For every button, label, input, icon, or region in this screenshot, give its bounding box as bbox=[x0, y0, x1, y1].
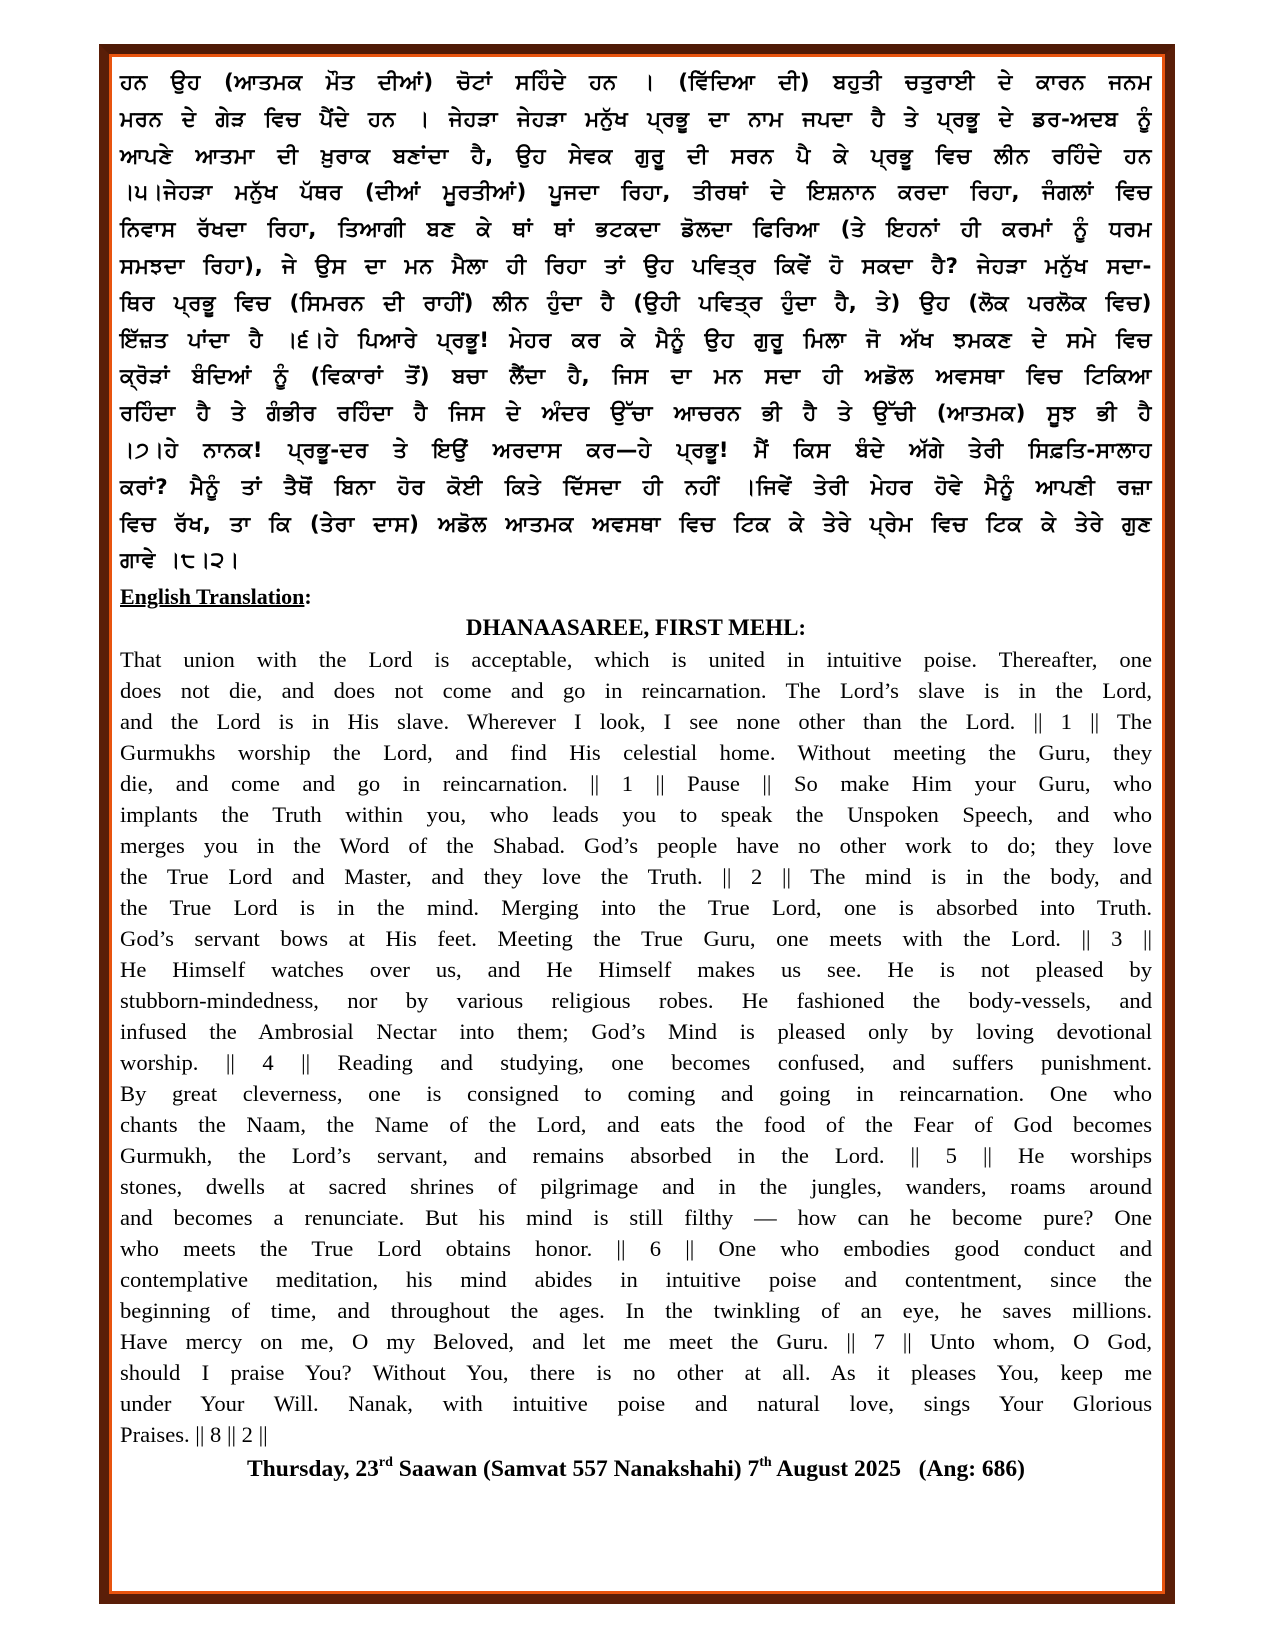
english-line: Have mercy on me, O my Beloved, and let me meet the Guru. || 7 || Unto whom, O God, bbox=[120, 1329, 1152, 1355]
footer-year: August 2025 bbox=[771, 1456, 901, 1483]
page-border-frame bbox=[99, 44, 1175, 1604]
english-line: stubborn-mindedness, nor by various religious robes. He fashioned the body-vessels, and bbox=[120, 988, 1152, 1014]
english-line: worship. || 4 || Reading and studying, one becomes confused, and suffers punishment. bbox=[120, 1050, 1152, 1076]
english-line: and the Lord is in His slave. Wherever I look, I see none other than the Lord. || 1 || The bbox=[120, 709, 1152, 735]
footer-date-suffix: th bbox=[759, 1455, 772, 1471]
gurmukhi-line: ਗਾਵੇ ।੮।੨। bbox=[120, 548, 240, 574]
gurmukhi-line: ਥਿਰ ਪ੍ਰਭੂ ਵਿਚ (ਸਿਮਰਨ ਦੀ ਰਾਹੀਂ) ਲੀਨ ਹੁੰਦਾ ਹੈ (ਉਹੀ ਪਵਿਤ੍ਰ ਹੁੰਦਾ ਹੈ, ਤੇ) ਉਹ (ਲੋਕ ਪਰਲੋਕ ਵਿਚ) bbox=[120, 290, 1152, 316]
english-line: By great cleverness, one is consigned to coming and going in reincarnation. One who bbox=[120, 1081, 1152, 1107]
english-line: die, and come and go in reincarnation. || 1 || Pause || So make Him your Guru, who bbox=[120, 771, 1152, 797]
english-line: stones, dwells at sacred shrines of pilgrimage and in the jungles, wanders, roams around bbox=[120, 1174, 1152, 1200]
english-line: and becomes a renunciate. But his mind is still filthy — how can he become pure? One bbox=[120, 1205, 1152, 1231]
date-footer bbox=[120, 1452, 1152, 1486]
gurmukhi-line: ।੭।ਹੇ ਨਾਨਕ! ਪ੍ਰਭੂ-ਦਰ ਤੇ ਇਉਂ ਅਰਦਾਸ ਕਰ—ਹੇ ਪ੍ਰਭੂ! ਮੈਂ ਕਿਸ ਬੰਦੇ ਅੱਗੇ ਤੇਰੀ ਸਿਫ਼ਤਿ-ਸਾਲਾਹ bbox=[120, 437, 1152, 463]
gurmukhi-line: ਇੱਜ਼ਤ ਪਾਂਦਾ ਹੈ ।੬।ਹੇ ਪਿਆਰੇ ਪ੍ਰਭੂ! ਮੇਹਰ ਕਰ ਕੇ ਮੈਨੂੰ ਉਹ ਗੁਰੂ ਮਿਲਾ ਜੋ ਅੱਖ ਝਮਕਣ ਦੇ ਸਮੇ ਵਿਚ bbox=[120, 327, 1152, 353]
shabad-heading: DHANAASAREE, FIRST MEHL: bbox=[465, 615, 807, 641]
footer-month-samvat: Saawan (Samvat 557 Nanakshahi) 7 bbox=[392, 1456, 760, 1483]
english-translation-label-colon: : bbox=[304, 584, 312, 610]
gurmukhi-line: ਹਨ ਉਹ (ਆਤਮਕ ਮੌਤ ਦੀਆਂ) ਚੋਟਾਂ ਸਹਿੰਦੇ ਹਨ । (ਵਿੱਦਿਆ ਦੀ) ਬਹੁਤੀ ਚਤੁਰਾਈ ਦੇ ਕਾਰਨ ਜਨਮ bbox=[120, 70, 1152, 95]
gurmukhi-line: ਕਰਾਂ? ਮੈਨੂੰ ਤਾਂ ਤੈਥੋਂ ਬਿਨਾ ਹੋਰ ਕੋਈ ਕਿਤੇ ਦਿੱਸਦਾ ਹੀ ਨਹੀਂ ।ਜਿਵੇਂ ਤੇਰੀ ਮੇਹਰ ਹੋਵੇ ਮੈਨੂੰ ਆਪਣੀ ਰਜ਼ਾ bbox=[120, 474, 1152, 500]
footer-ang: (Ang: 686) bbox=[918, 1456, 1025, 1483]
gurmukhi-line: ਨਿਵਾਸ ਰੱਖਦਾ ਰਿਹਾ, ਤਿਆਗੀ ਬਣ ਕੇ ਥਾਂ ਥਾਂ ਭਟਕਦਾ ਡੋਲਦਾ ਫਿਰਿਆ (ਤੇ ਇਹਨਾਂ ਹੀ ਕਰਮਾਂ ਨੂੰ ਧਰਮ bbox=[120, 217, 1152, 243]
english-translation-label-text: English Translation bbox=[120, 584, 305, 610]
english-line: under Your Will. Nanak, with intuitive poise and natural love, sings Your Glorious bbox=[120, 1391, 1152, 1417]
english-line: merges you in the Word of the Shabad. God’s people have no other work to do; they love bbox=[120, 833, 1152, 859]
english-line: should I praise You? Without You, there is no other at all. As it pleases You, keep me bbox=[120, 1360, 1152, 1386]
gurmukhi-line: ਸਮਝਦਾ ਰਿਹਾ), ਜੇ ਉਸ ਦਾ ਮਨ ਮੈਲਾ ਹੀ ਰਿਹਾ ਤਾਂ ਉਹ ਪਵਿਤ੍ਰ ਕਿਵੇਂ ਹੋ ਸਕਦਾ ਹੈ? ਜੇਹੜਾ ਮਨੁੱਖ ਸਦਾ- bbox=[120, 253, 1152, 279]
english-line: contemplative meditation, his mind abides in intuitive poise and contentment, since the bbox=[120, 1267, 1152, 1293]
english-line: Gurmukh, the Lord’s servant, and remains absorbed in the Lord. || 5 || He worships bbox=[120, 1143, 1152, 1169]
english-line: does not die, and does not come and go in reincarnation. The Lord’s slave is in the Lord, bbox=[120, 678, 1152, 704]
gurmukhi-line: ਆਪਣੇ ਆਤਮਾ ਦੀ ਖ਼ੁਰਾਕ ਬਣਾਂਦਾ ਹੈ, ਉਹ ਸੇਵਕ ਗੁਰੂ ਦੀ ਸਰਨ ਪੈ ਕੇ ਪ੍ਰਭੂ ਵਿਚ ਲੀਨ ਰਹਿੰਦੇ ਹਨ bbox=[120, 143, 1152, 169]
english-line: That union with the Lord is acceptable, which is united in intuitive poise. Thereafter, one bbox=[120, 647, 1152, 673]
gurmukhi-line: ਰਹਿੰਦਾ ਹੈ ਤੇ ਗੰਭੀਰ ਰਹਿੰਦਾ ਹੈ ਜਿਸ ਦੇ ਅੰਦਰ ਉੱਚਾ ਆਚਰਨ ਭੀ ਹੈ ਤੇ ਉੱਚੀ (ਆਤਮਕ) ਸੂਝ ਭੀ ਹੈ bbox=[120, 401, 1152, 427]
english-line: who meets the True Lord obtains honor. || 6 || One who embodies good conduct and bbox=[120, 1236, 1152, 1262]
gurmukhi-line: ਕ੍ਰੋੜਾਂ ਬੰਦਿਆਂ ਨੂੰ (ਵਿਕਾਰਾਂ ਤੋਂ) ਬਚਾ ਲੈਂਦਾ ਹੈ, ਜਿਸ ਦਾ ਮਨ ਸਦਾ ਹੀ ਅਡੋਲ ਅਵਸਥਾ ਵਿਚ ਟਿਕਿਆ bbox=[120, 364, 1152, 390]
english-translation-body bbox=[120, 644, 1152, 1450]
gurmukhi-line: ਵਿਚ ਰੱਖ, ਤਾ ਕਿ (ਤੇਰਾ ਦਾਸ) ਅਡੋਲ ਆਤਮਕ ਅਵਸਥਾ ਵਿਚ ਟਿਕ ਕੇ ਤੇਰੇ ਪ੍ਰੇਮ ਵਿਚ ਟਿਕ ਕੇ ਤੇਰੇ ਗੁਣ bbox=[120, 511, 1152, 537]
english-line: chants the Naam, the Name of the Lord, and eats the food of the Fear of God becomes bbox=[120, 1112, 1152, 1138]
page-inner-border bbox=[109, 54, 1165, 1594]
footer-day-suffix: rd bbox=[378, 1455, 393, 1471]
gurmukhi-line: ਮਰਨ ਦੇ ਗੇੜ ਵਿਚ ਪੈਂਦੇ ਹਨ । ਜੇਹੜਾ ਜੇਹੜਾ ਮਨੁੱਖ ਪ੍ਰਭੂ ਦਾ ਨਾਮ ਜਪਦਾ ਹੈ ਤੇ ਪ੍ਰਭੂ ਦੇ ਡਰ-ਅਦਬ ਨੂੰ bbox=[120, 106, 1152, 132]
english-line: He Himself watches over us, and He Himself makes us see. He is not pleased by bbox=[120, 957, 1152, 983]
footer-weekday-day: Thursday, 23 bbox=[247, 1456, 379, 1483]
english-line: the True Lord is in the mind. Merging into the True Lord, one is absorbed into Truth. bbox=[120, 895, 1152, 921]
english-line: God’s servant bows at His feet. Meeting the True Guru, one meets with the Lord. || 3 || bbox=[120, 926, 1152, 952]
page-content bbox=[120, 65, 1152, 1486]
english-translation-label bbox=[120, 582, 1152, 612]
english-line: Praises. || 8 || 2 || bbox=[120, 1422, 268, 1448]
english-line: Gurmukhs worship the Lord, and find His celestial home. Without meeting the Guru, they bbox=[120, 740, 1152, 766]
english-line: beginning of time, and throughout the ages. In the twinkling of an eye, he saves millions. bbox=[120, 1298, 1152, 1324]
english-line: implants the Truth within you, who leads you to speak the Unspoken Speech, and who bbox=[120, 802, 1152, 828]
gurmukhi-line: ।੫।ਜੇਹੜਾ ਮਨੁੱਖ ਪੱਥਰ (ਦੀਆਂ ਮੂਰਤੀਆਂ) ਪੂਜਦਾ ਰਿਹਾ, ਤੀਰਥਾਂ ਦੇ ਇਸ਼ਨਾਨ ਕਰਦਾ ਰਿਹਾ, ਜੰਗਲਾਂ ਵਿਚ bbox=[120, 180, 1152, 206]
english-line: infused the Ambrosial Nectar into them; God’s Mind is pleased only by loving devotional bbox=[120, 1019, 1152, 1045]
gurmukhi-explanation bbox=[120, 65, 1152, 580]
english-line: the True Lord and Master, and they love the Truth. || 2 || The mind is in the body, and bbox=[120, 864, 1152, 890]
